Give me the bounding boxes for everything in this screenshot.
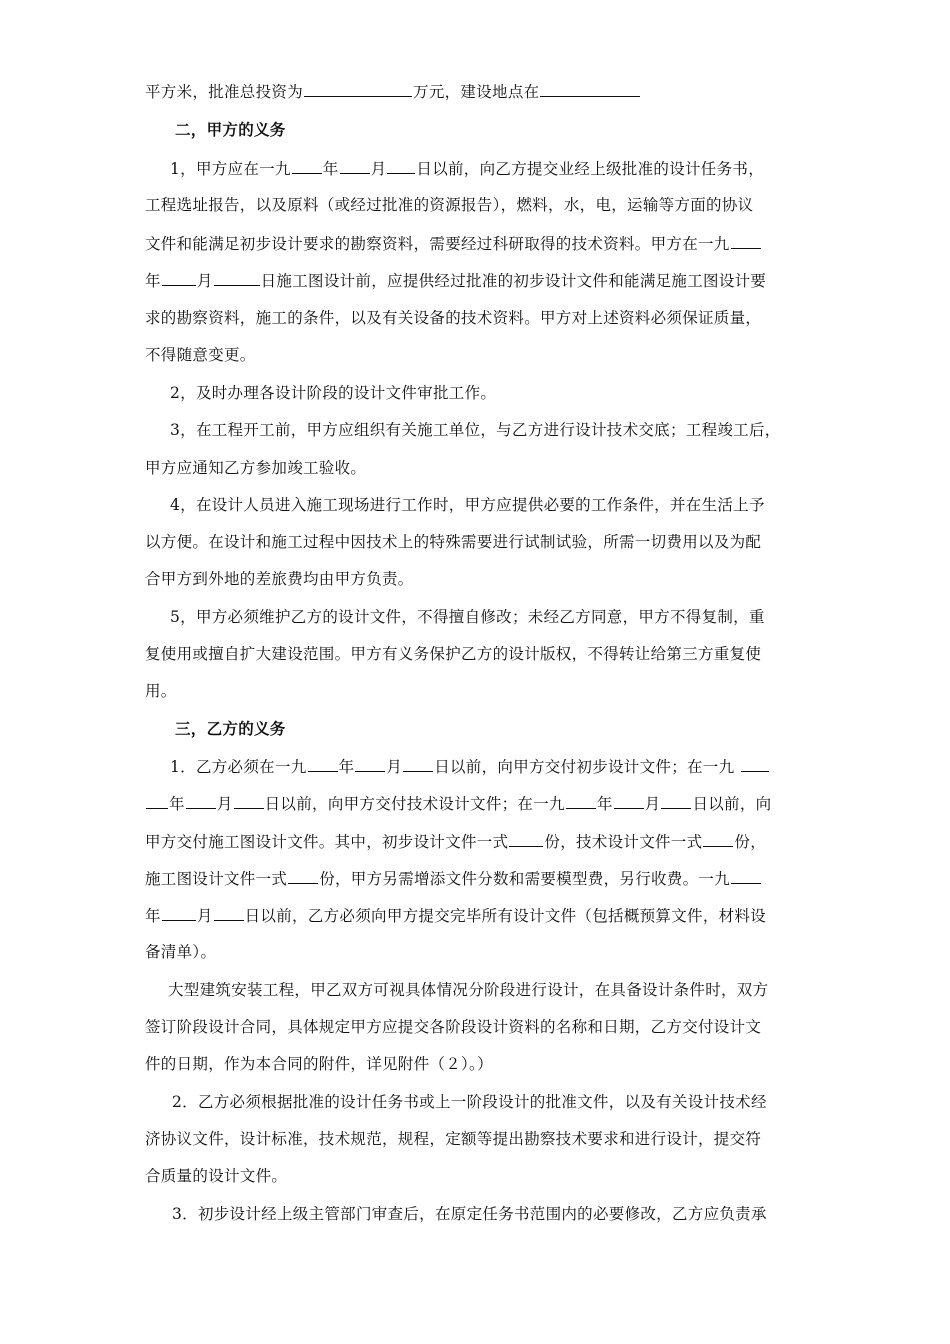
text-line <box>170 383 496 403</box>
text-run: 年 <box>145 907 161 925</box>
text-line <box>145 644 761 664</box>
text-line <box>145 681 177 701</box>
text-line <box>172 1204 767 1224</box>
text-line <box>145 270 766 291</box>
text-line <box>145 868 762 889</box>
text-run: 合质量的设计文件。 <box>145 1167 288 1185</box>
blank-field[interactable] <box>731 868 761 884</box>
blank-field[interactable] <box>214 270 260 286</box>
text-run: 3，在工程开工前，甲方应组织有关施工单位，与乙方进行设计技术交底；工程竣工后， <box>170 421 781 439</box>
text-run: 份， <box>734 833 767 851</box>
text-line <box>145 1054 493 1074</box>
blank-field[interactable] <box>403 756 433 772</box>
text-run: 月 <box>216 795 233 813</box>
text-run: 不得随意变更。 <box>145 346 256 364</box>
text-run: 1．乙方必须在一九 <box>170 758 307 776</box>
text-line <box>145 195 753 215</box>
text-run: 日以前，向乙方提交业经上级批准的设计任务书， <box>416 160 764 178</box>
blank-field[interactable] <box>308 756 338 772</box>
blank-field[interactable] <box>234 793 264 809</box>
text-run: 4，在设计人员进入施工现场进行工作时，甲方应提供必要的工作条件，并在生活上予 <box>170 496 765 514</box>
section-heading <box>175 120 286 140</box>
text-run: 用。 <box>145 682 177 700</box>
text-line <box>145 569 414 589</box>
text-line <box>145 81 641 102</box>
text-run: 份，技术设计文件一式 <box>544 833 703 851</box>
blank-field[interactable] <box>292 158 322 174</box>
text-line <box>145 345 256 365</box>
blank-field[interactable] <box>340 158 370 174</box>
text-run: 日以前，向 <box>692 795 772 813</box>
text-run: 2．乙方必须根据批准的设计任务书或上一阶段设计的批准文件，以及有关设计技术经 <box>172 1093 767 1111</box>
text-run: 济协议文件，设计标准，技术规范，规程，定额等提出勘察技术要求和进行设计，提交符 <box>145 1130 762 1148</box>
text-run: 年 <box>338 758 355 776</box>
section-heading <box>175 719 286 739</box>
text-run: 日以前，向甲方交付技术设计文件；在一九 <box>264 795 565 813</box>
blank-field[interactable] <box>661 793 691 809</box>
text-line <box>145 308 761 328</box>
blank-field[interactable] <box>540 81 640 97</box>
text-run: 甲方应通知乙方参加竣工验收。 <box>145 459 367 477</box>
text-run: 年 <box>596 795 613 813</box>
blank-field[interactable] <box>214 905 244 921</box>
blank-field[interactable] <box>387 158 415 174</box>
text-run: 备清单）。 <box>145 943 217 961</box>
text-run: 大型建筑安装工程，甲乙双方可视具体情况分阶段进行设计，在具备设计条件时，双方 <box>168 981 769 999</box>
text-run: 3．初步设计经上级主管部门审查后，在原定任务书范围内的必要修改，乙方应负责承 <box>172 1205 767 1223</box>
blank-field[interactable] <box>731 233 761 249</box>
blank-field[interactable] <box>304 81 412 97</box>
text-line <box>145 233 762 254</box>
text-run: 万元，建设地点在 <box>413 83 540 101</box>
text-run: 工程选址报告，以及原料（或经过批准的资源报告），燃料，水，电，运输等方面的协议 <box>145 196 754 214</box>
text-run: 年 <box>322 160 339 178</box>
text-line <box>145 1017 761 1037</box>
text-line <box>145 942 216 962</box>
blank-field[interactable] <box>614 793 644 809</box>
text-run: 月 <box>370 160 387 178</box>
text-run: 签订阶段设计合同，具体规定甲方应提交各阶段设计资料的名称和日期，乙方交付设计文 <box>145 1018 762 1036</box>
text-line <box>170 756 770 777</box>
text-run: 份，甲方另需增添文件分数和需要模型费，另行收费。一九 <box>319 870 731 888</box>
text-run: 5，甲方必须维护乙方的设计文件，不得擅自修改；未经乙方同意，甲方不得复制，重 <box>170 608 765 626</box>
text-run: 月 <box>196 907 213 925</box>
text-run: 1，甲方应在一九 <box>170 160 291 178</box>
text-line <box>170 495 765 515</box>
text-line <box>145 831 766 852</box>
blank-field[interactable] <box>162 905 196 921</box>
blank-field[interactable] <box>288 868 318 884</box>
text-line <box>168 980 768 1000</box>
text-run: 件的日期，作为本合同的附件，详见附件（２）。） <box>145 1055 493 1073</box>
text-line <box>145 1129 761 1149</box>
text-run: 2，及时办理各设计阶段的设计文件审批工作。 <box>170 384 497 402</box>
text-run: 日以前，向甲方交付初步设计文件；在一九 <box>434 758 740 776</box>
text-run: 年 <box>145 272 161 290</box>
heading-text: 三，乙方的义务 <box>175 720 286 738</box>
text-run: 年 <box>169 795 185 813</box>
text-run: 施工图设计文件一式 <box>145 870 288 888</box>
text-run: 文件和能满足初步设计要求的勘察资料，需要经过科研取得的技术资料。甲方在一九 <box>145 235 730 253</box>
blank-field[interactable] <box>509 831 543 847</box>
text-line <box>145 905 766 926</box>
text-run: 合甲方到外地的差旅费均由甲方负责。 <box>145 570 414 588</box>
text-run: 求的勘察资料，施工的条件，以及有关设备的技术资料。甲方对上述资料必须保证质量， <box>145 309 762 327</box>
blank-field[interactable] <box>186 793 216 809</box>
blank-field[interactable] <box>355 756 385 772</box>
text-line <box>172 1092 767 1112</box>
text-run: 以方便。在设计和施工过程中因技术上的特殊需要进行试制试验，所需一切费用以及为配 <box>145 533 762 551</box>
text-line <box>145 1166 287 1186</box>
text-line <box>170 420 781 440</box>
text-line <box>145 458 366 478</box>
text-run: 月 <box>386 758 403 776</box>
text-run: 甲方交付施工图设计文件。其中，初步设计文件一式 <box>145 833 509 851</box>
blank-field[interactable] <box>741 756 769 772</box>
blank-field[interactable] <box>703 831 733 847</box>
text-line <box>170 158 764 179</box>
blank-field[interactable] <box>566 793 596 809</box>
blank-field[interactable] <box>162 270 196 286</box>
blank-field[interactable] <box>146 793 168 809</box>
text-run: 月 <box>196 272 213 290</box>
text-line <box>145 532 761 552</box>
text-run: 日以前，乙方必须向甲方提交完毕所有设计文件（包括概预算文件，材料设 <box>244 907 767 925</box>
text-run: 月 <box>644 795 661 813</box>
text-line <box>170 607 765 627</box>
text-run: 日施工图设计前，应提供经过批准的初步设计文件和能满足施工图设计要 <box>260 272 767 290</box>
text-run: 复使用或擅自扩大建设范围。甲方有义务保护乙方的设计版权，不得转让给第三方重复使 <box>145 645 762 663</box>
heading-text: 二，甲方的义务 <box>175 121 286 139</box>
text-line <box>145 793 771 814</box>
text-run: 平方米，批准总投资为 <box>145 83 304 101</box>
